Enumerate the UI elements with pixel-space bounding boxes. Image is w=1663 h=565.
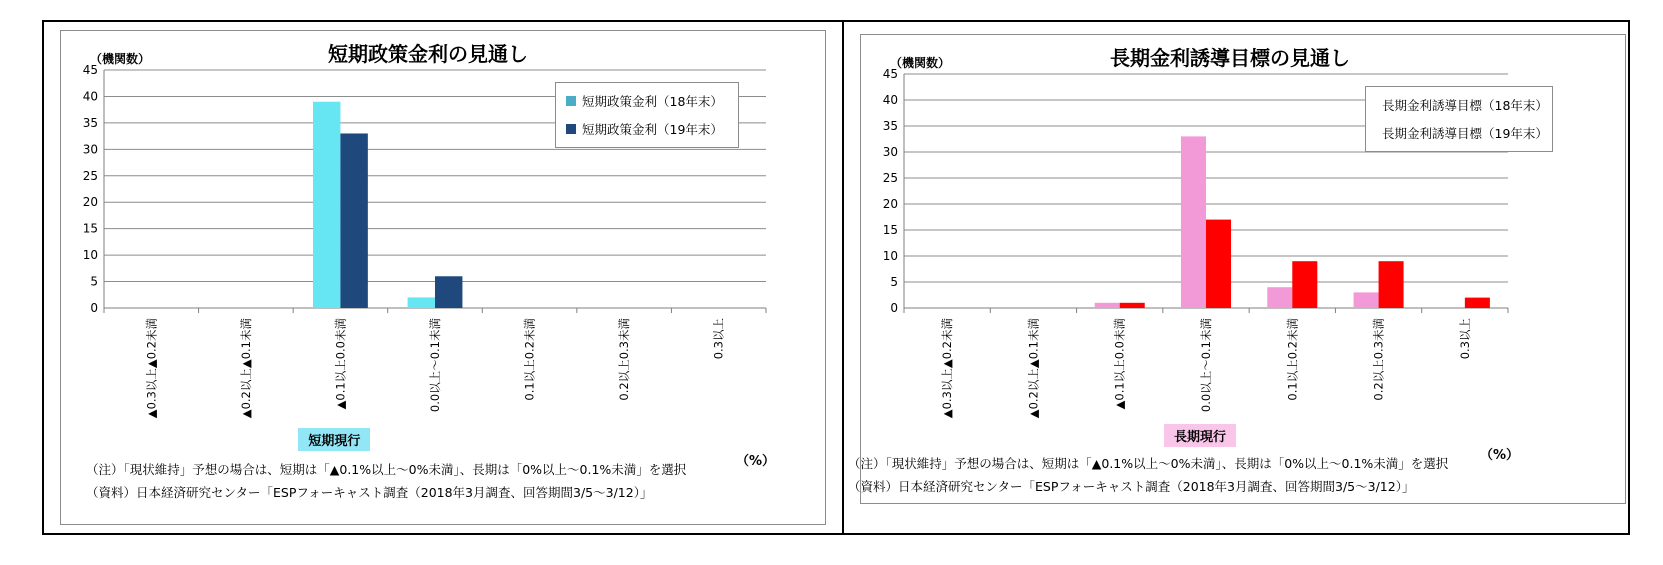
y-tick-label: 35: [82, 115, 98, 130]
bar: [408, 297, 435, 308]
bar: [1095, 303, 1120, 308]
current-rate-badge: 短期現行: [298, 428, 370, 451]
x-category-label: 0.0以上～0.1未満: [1199, 318, 1213, 413]
y-tick-label: 45: [882, 67, 898, 81]
legend-label: 長期金利誘導目標（19年末）: [1382, 126, 1548, 141]
chart-title: 長期金利誘導目標の見通し: [1110, 46, 1350, 70]
x-category-label: ▲0.1以上0.0未満: [333, 318, 348, 410]
y-tick-label: 10: [882, 249, 898, 263]
bar: [1292, 261, 1317, 308]
x-category-label: ▲0.3以上▲0.2未満: [940, 318, 955, 419]
chart-legend: [555, 82, 739, 148]
x-category-label: 0.3以上: [1457, 318, 1472, 360]
x-category-label: 0.1以上0.2未満: [522, 318, 537, 401]
legend-label: 短期政策金利（19年末）: [582, 122, 723, 137]
x-category-label: ▲0.2以上▲0.1未満: [1026, 318, 1041, 419]
y-tick-label: 0: [890, 301, 898, 315]
y-tick-label: 30: [882, 145, 898, 159]
y-tick-label: 30: [82, 142, 98, 157]
y-tick-label: 20: [82, 195, 98, 210]
y-tick-label: 40: [882, 93, 898, 107]
bar: [1354, 292, 1379, 308]
chart-note: （注）「現状維持」予想の場合は、短期は「▲0.1%以上～0%未満」、長期は「0%以上～0.1%未満」を選択: [86, 462, 687, 477]
chart-source: （資料）日本経済研究センター「ESPフォーキャスト調査（2018年3月調査、回答期間3/5～3/12）」: [86, 485, 653, 500]
y-tick-label: 25: [82, 168, 98, 183]
y-axis-label: （機関数）: [90, 52, 151, 66]
current-rate-badge: 長期現行: [1164, 424, 1236, 447]
x-category-label: ▲0.3以上▲0.2未満: [144, 318, 159, 419]
x-axis-unit: （%）: [1480, 448, 1520, 463]
x-category-label: ▲0.1以上0.0未満: [1112, 318, 1127, 410]
x-category-label: 0.2以上0.3未満: [1371, 318, 1386, 401]
x-category-label: ▲0.2以上▲0.1未満: [238, 318, 253, 419]
chart-source: （資料）日本経済研究センター「ESPフォーキャスト調査（2018年3月調査、回答期間3/5～3/12）」: [848, 479, 1415, 494]
legend-item: [1376, 91, 1548, 119]
x-axis-unit: （%）: [736, 454, 776, 469]
y-tick-label: 0: [90, 301, 98, 315]
x-category-label: 0.0以上～0.1未満: [428, 318, 442, 413]
chart-panel-short-term: [60, 30, 826, 535]
bar: [340, 133, 367, 308]
legend-swatch: [566, 96, 576, 106]
bar: [1379, 261, 1404, 308]
legend-item: [566, 115, 728, 143]
legend-label: 短期政策金利（18年末）: [582, 94, 723, 109]
y-tick-label: 5: [90, 274, 98, 289]
panel-divider: [842, 20, 844, 535]
y-tick-label: 40: [82, 89, 98, 104]
y-tick-label: 45: [82, 63, 98, 77]
y-axis-label: （機関数）: [890, 56, 951, 70]
y-tick-label: 25: [882, 171, 898, 185]
y-tick-label: 15: [882, 223, 898, 237]
bar: [1465, 298, 1490, 308]
chart-legend: [1365, 86, 1553, 152]
bar: [1120, 303, 1145, 308]
legend-item: [566, 87, 728, 115]
legend-item: [1376, 119, 1548, 147]
y-tick-label: 15: [82, 221, 98, 236]
bar: [435, 276, 462, 308]
y-tick-label: 10: [82, 248, 98, 263]
bar: [313, 102, 340, 308]
x-category-label: 0.3以上: [711, 318, 726, 360]
legend-swatch: [566, 124, 576, 134]
x-category-label: 0.2以上0.3未満: [617, 318, 632, 401]
bar: [1267, 287, 1292, 308]
chart-note: （注）「現状維持」予想の場合は、短期は「▲0.1%以上～0%未満」、長期は「0%以上～0.1%未満」を選択: [848, 456, 1449, 471]
bar: [1181, 136, 1206, 308]
y-tick-label: 35: [882, 119, 898, 133]
chart-title: 短期政策金利の見通し: [328, 42, 528, 66]
x-category-label: 0.1以上0.2未満: [1285, 318, 1300, 401]
y-tick-label: 5: [890, 275, 898, 289]
legend-label: 長期金利誘導目標（18年末）: [1382, 98, 1548, 113]
bar: [1206, 220, 1231, 308]
chart-panel-long-term: [848, 34, 1626, 535]
y-tick-label: 20: [882, 197, 898, 211]
